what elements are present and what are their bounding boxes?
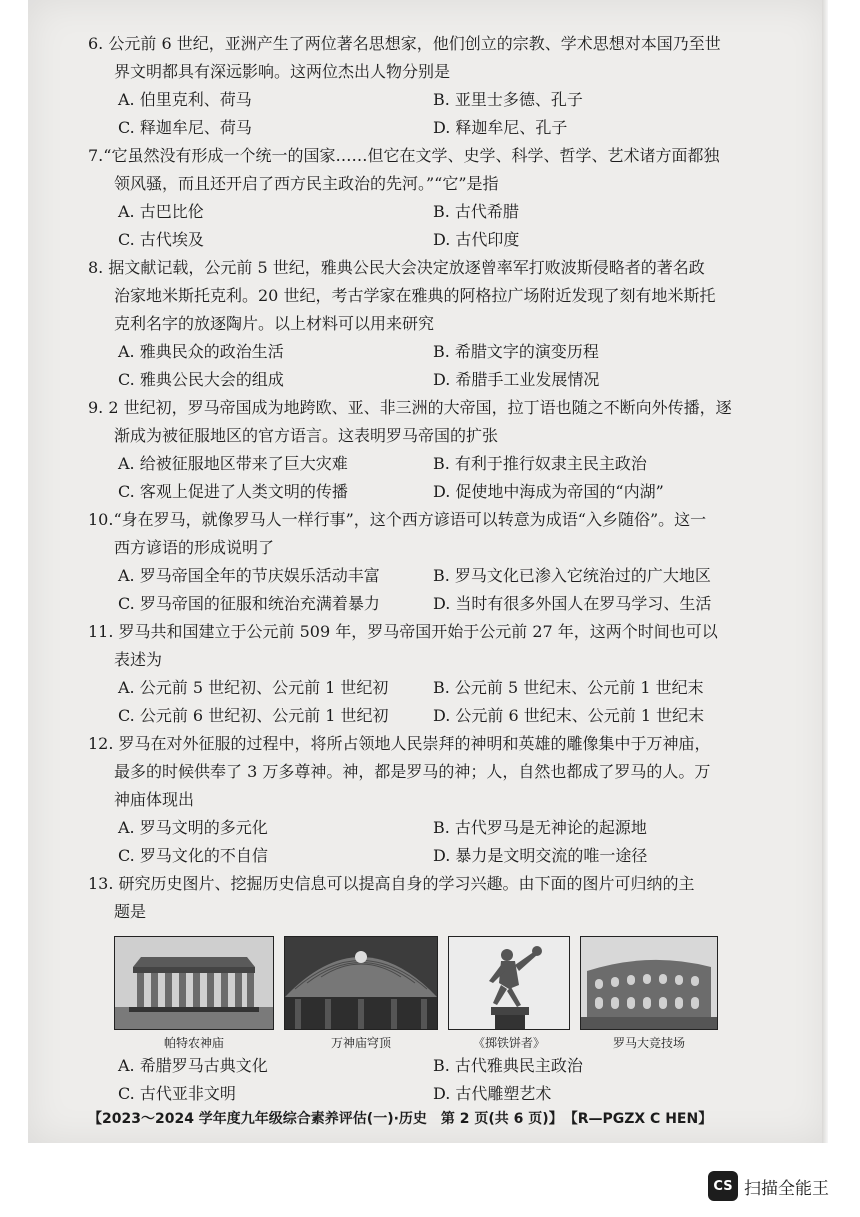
image-strip [114,936,760,1052]
option-d: D. 当时有很多外国人在罗马学习、生活 [433,594,712,613]
camscanner-logo-icon: CS [708,1171,738,1201]
question-11 [88,618,760,730]
option-a: A. 公元前 5 世纪初、公元前 1 世纪初 [118,678,389,697]
image-pantheon [284,936,438,1052]
question-stem-line: 13. 研究历史图片、挖掘历史信息可以提高自身的学习兴趣。由下面的图片可归纳的主 [88,874,695,893]
exam-content [88,30,760,1108]
scanner-app-name: 扫描全能王 [744,1178,829,1199]
parthenon-photo-icon [114,936,274,1030]
image-parthenon [114,936,274,1052]
option-c: C. 古代埃及 [118,230,204,249]
question-stem-line: 最多的时候供奉了 3 万多尊神。神，都是罗马的神；人，自然也都成了罗马的人。万 [114,762,711,781]
option-b: B. 罗马文化已渗入它统治过的广大地区 [433,566,711,585]
option-c: C. 公元前 6 世纪初、公元前 1 世纪初 [118,706,389,725]
option-c: C. 客观上促进了人类文明的传播 [118,482,348,501]
option-d: D. 希腊手工业发展情况 [433,370,600,389]
option-b: B. 古代雅典民主政治 [433,1056,583,1075]
option-b: B. 公元前 5 世纪末、公元前 1 世纪末 [433,678,704,697]
discobolus-photo-icon [448,936,570,1030]
question-12 [88,730,760,870]
question-9 [88,394,760,506]
question-stem-line: 7.“它虽然没有形成一个统一的国家……但它在文学、史学、科学、哲学、艺术诸方面都独 [88,146,720,165]
option-c: C. 雅典公民大会的组成 [118,370,284,389]
option-c: C. 古代亚非文明 [118,1084,236,1103]
option-b: B. 古代罗马是无神论的起源地 [433,818,647,837]
image-caption: 万神庙穹顶 [330,1036,391,1050]
question-stem-line: 9. 2 世纪初，罗马帝国成为地跨欧、亚、非三洲的大帝国，拉丁语也随之不断向外传播，逐 [88,398,732,417]
image-discobolus [448,936,570,1052]
option-a: A. 伯里克利、荷马 [118,90,252,109]
question-8 [88,254,760,394]
question-13 [88,870,760,1108]
footer-exam-info: 【2023～2024 学年度九年级综合素养评估(一)·历史 第 2 页(共 6 页)】 [88,1111,563,1127]
option-a: A. 古巴比伦 [118,202,204,221]
question-stem-line: 治家地米斯托克利。20 世纪，考古学家在雅典的阿格拉广场附近发现了刻有地米斯托 [114,286,716,305]
question-stem-line: 12. 罗马在对外征服的过程中，将所占领地人民崇拜的神明和英雄的雕像集中于万神庙， [88,734,711,753]
scanner-watermark [708,1171,829,1201]
question-stem-line: 11. 罗马共和国建立于公元前 509 年，罗马帝国开始于公元前 27 年，这两个时间也可以 [88,622,718,641]
image-colosseum [580,936,718,1052]
colosseum-photo-icon [580,936,718,1030]
page-footer [88,1108,760,1128]
option-c: C. 释迦牟尼、荷马 [118,118,252,137]
image-caption: 《掷铁饼者》 [472,1036,545,1050]
pantheon-dome-photo-icon [284,936,438,1030]
question-stem-line: 克利名字的放逐陶片。以上材料可以用来研究 [114,314,435,333]
option-b: B. 希腊文字的演变历程 [433,342,599,361]
question-stem-line: 8. 据文献记载，公元前 5 世纪，雅典公民大会决定放逐曾率军打败波斯侵略者的著名政 [88,258,705,277]
footer-code: 【R—PGZX C HEN】 [570,1111,713,1127]
option-b: B. 有利于推行奴隶主民主政治 [433,454,647,473]
question-stem-line: 渐成为被征服地区的官方语言。这表明罗马帝国的扩张 [114,426,499,445]
option-b: B. 亚里士多德、孔子 [433,90,583,109]
option-d: D. 古代雕塑艺术 [433,1084,552,1103]
question-stem-line: 领风骚，而且还开启了西方民主政治的先河。”“它”是指 [114,174,499,193]
option-a: A. 希腊罗马古典文化 [118,1056,268,1075]
question-stem-line: 10.“身在罗马，就像罗马人一样行事”，这个西方谚语可以转意为成语“入乡随俗”。这一 [88,510,707,529]
option-a: A. 给被征服地区带来了巨大灾难 [118,454,348,473]
option-b: B. 古代希腊 [433,202,519,221]
question-stem-line: 西方谚语的形成说明了 [114,538,275,557]
question-stem-line: 表述为 [114,650,163,669]
option-d: D. 暴力是文明交流的唯一途径 [433,846,648,865]
option-c: C. 罗马文化的不自信 [118,846,268,865]
option-d: D. 古代印度 [433,230,520,249]
question-stem-line: 6. 公元前 6 世纪，亚洲产生了两位著名思想家，他们创立的宗教、学术思想对本国乃至世 [88,34,721,53]
question-stem-line: 题是 [114,902,147,921]
question-stem-line: 界文明都具有深远影响。这两位杰出人物分别是 [114,62,451,81]
option-a: A. 雅典民众的政治生活 [118,342,284,361]
image-caption: 帕特农神庙 [163,1036,224,1050]
option-d: D. 促使地中海成为帝国的“内湖” [433,482,664,501]
option-a: A. 罗马文明的多元化 [118,818,268,837]
option-d: D. 公元前 6 世纪末、公元前 1 世纪末 [433,706,705,725]
question-10 [88,506,760,618]
question-7 [88,142,760,254]
option-d: D. 释迦牟尼、孔子 [433,118,568,137]
question-stem-line: 神庙体现出 [114,790,195,809]
question-6 [88,30,760,142]
option-c: C. 罗马帝国的征服和统治充满着暴力 [118,594,380,613]
image-caption: 罗马大竞技场 [612,1036,685,1050]
paper-edge [822,0,828,1143]
option-a: A. 罗马帝国全年的节庆娱乐活动丰富 [118,566,380,585]
